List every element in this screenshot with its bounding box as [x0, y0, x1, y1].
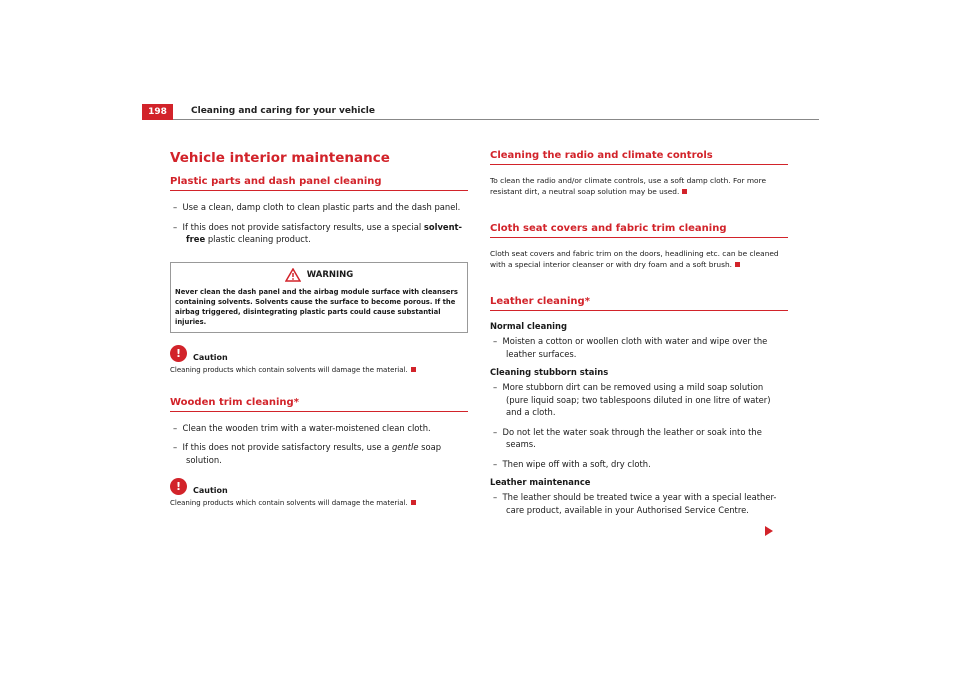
end-of-section-icon [735, 262, 740, 267]
end-of-section-icon [411, 367, 416, 372]
caution-label-1: Caution [193, 352, 228, 362]
stubborn-head: Cleaning stubborn stains [490, 367, 609, 377]
radio-title: Cleaning the radio and climate controls [490, 150, 788, 165]
running-title: Cleaning and caring for your vehicle [191, 106, 375, 116]
right-column [467, 150, 788, 523]
radio-text: To clean the radio and/or climate controls, use a soft damp cloth. For more resistant dirt, a neutral soap solution may be used. [490, 176, 766, 196]
warning-header [171, 263, 467, 285]
maintenance-head: Leather maintenance [490, 477, 591, 487]
end-of-section-icon [411, 500, 416, 505]
stubborn-step-3: – Then wipe off with a soft, dry cloth. [493, 458, 651, 469]
maintenance-step-1: – The leather should be treated twice a year with a special leather-care product, available in your Authorised Service Centre. [493, 492, 777, 515]
caution-header-2 [170, 478, 468, 495]
plastic-step-2: – If this does not provide satisfactory results, use a special solvent-free plastic cleaning product. [173, 221, 463, 244]
stubborn-step-1: – More stubborn dirt can be removed using a mild soap solution (pure liquid soap; two tablespoons diluted in one litre of water) and a cloth. [493, 382, 771, 417]
wooden-step-2: – If this does not provide satisfactory results, use a gentle soap solution. [173, 442, 442, 465]
warning-box [170, 262, 468, 333]
page-number: 198 [142, 104, 173, 120]
caution-header-1 [170, 345, 468, 362]
warning-triangle-icon [285, 268, 301, 282]
normal-step-1: – Moisten a cotton or woollen cloth with water and wipe over the leather surfaces. [493, 336, 768, 359]
caution-text-2: Cleaning products which contain solvents will damage the material. [170, 498, 468, 508]
main-title: Vehicle interior maintenance [170, 150, 390, 166]
normal-cleaning-head: Normal cleaning [490, 321, 568, 331]
plastic-title: Plastic parts and dash panel cleaning [170, 176, 468, 191]
plastic-step-1: – Use a clean, damp cloth to clean plastic parts and the dash panel. [173, 202, 461, 212]
exclamation-icon: ! [170, 345, 187, 362]
warning-label: WARNING [306, 269, 354, 280]
left-column [170, 150, 468, 530]
wooden-step-1: – Clean the wooden trim with a water-moistened clean cloth. [173, 422, 431, 433]
warning-text: Never clean the dash panel and the airbag module surface with cleansers containing solvents. Solvents cause the surface to become porous. If the airbag triggered, disintegrating plastic parts could cause substantial injuries. [175, 287, 458, 326]
cloth-title: Cloth seat covers and fabric trim cleaning [490, 223, 788, 238]
stubborn-step-2: – Do not let the water soak through the leather or soak into the seams. [493, 426, 762, 449]
caution-text-1: Cleaning products which contain solvents will damage the material. [170, 365, 468, 375]
header-rule [173, 119, 819, 120]
end-of-section-icon [682, 189, 687, 194]
caution-label-2: Caution [193, 486, 228, 495]
exclamation-icon: ! [170, 478, 187, 495]
wooden-title: Wooden trim cleaning* [170, 397, 468, 412]
leather-title: Leather cleaning* [490, 296, 788, 311]
cloth-text: Cloth seat covers and fabric trim on the doors, headlining etc. can be cleaned with a special interior cleanser or with dry foam and a soft brush. [490, 249, 779, 269]
continue-arrow-icon [765, 526, 773, 536]
